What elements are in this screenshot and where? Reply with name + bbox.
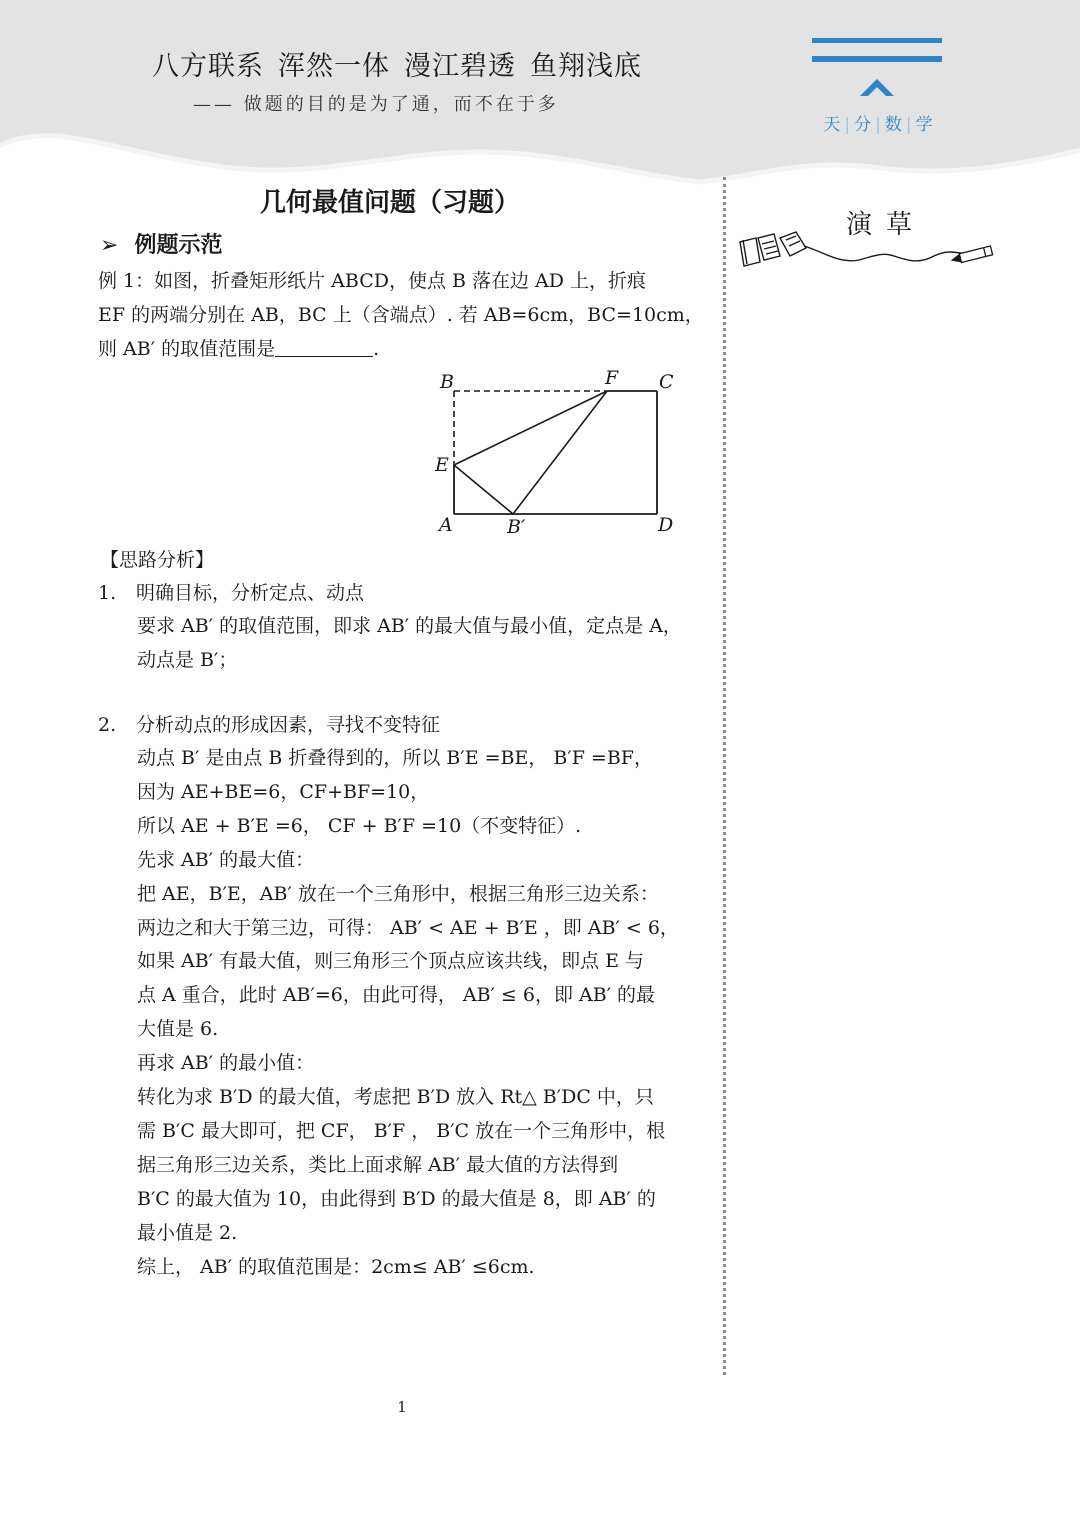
notebook-pencil-icon: [734, 226, 996, 278]
motto-part: 漫江碧透: [404, 51, 516, 82]
step-title: 明确目标，分析定点、动点: [136, 582, 365, 604]
analysis-line: 动点是 B′；: [137, 648, 238, 671]
logo-char: 数: [884, 115, 902, 135]
logo-separator: |: [875, 115, 881, 135]
label-B: B: [440, 371, 454, 393]
analysis-line: 转化为求 B′D 的最大值，考虑把 B′D 放入 Rt△ B′DC 中，只: [137, 1086, 654, 1109]
step-2-body: [137, 742, 709, 1285]
step-1-body: [137, 610, 709, 678]
logo-separator: |: [905, 115, 912, 135]
logo-char: 学: [915, 115, 933, 135]
label-F: F: [605, 367, 619, 389]
column-divider: [723, 177, 726, 1375]
analysis-line: 动点 B′ 是由点 B 折叠得到的，所以 B′E =BE， B′F =BF，: [137, 747, 653, 769]
analysis-line: 据三角形三边关系，类比上面求解 AB′ 最大值的方法得到: [137, 1153, 619, 1176]
analysis-line: 大值是 6.: [137, 1018, 219, 1041]
label-B-prime: B′: [507, 516, 526, 538]
motto-part: 浑然一体: [278, 51, 390, 82]
analysis-line: 要求 AB′ 的取值范围，即求 AB′ 的最大值与最小值，定点是 A，: [137, 615, 682, 637]
analysis-line: 如果 AB′ 有最大值，则三角形三个顶点应该共线，即点 E 与: [137, 950, 645, 973]
problem-line-last: [98, 332, 710, 366]
motto-part: 八方联系: [152, 51, 264, 82]
answer-blank: [275, 335, 373, 357]
analysis-line: 最小值是 2.: [137, 1221, 238, 1244]
analysis-line: 所以 AE + B′E =6， CF + B′F =10（不变特征）.: [137, 814, 582, 837]
problem-last-prefix: 则 AB′ 的取值范围是: [98, 338, 276, 360]
logo-separator: |: [844, 115, 851, 135]
logo-char: 天: [823, 115, 841, 135]
analysis-line: 两边之和大于第三边，可得： AB′ < AE + B′E ，即 AB′ < 6，: [137, 916, 679, 939]
page-number: 1: [397, 1398, 407, 1416]
logo-text: [808, 110, 948, 135]
label-E: E: [435, 454, 449, 476]
problem-last-suffix: .: [373, 338, 380, 360]
analysis-line: 再求 AB′ 的最小值：: [137, 1052, 315, 1075]
analysis-heading: 【思路分析】: [100, 549, 215, 571]
motto-part: 鱼翔浅底: [530, 51, 642, 82]
analysis-line: B′C 的最大值为 10，由此得到 B′D 的最大值是 8，即 AB′ 的: [137, 1187, 656, 1210]
label-A: A: [439, 514, 453, 536]
analysis-line: 综上， AB′ 的取值范围是：2cm≤ AB′ ≤6cm.: [137, 1255, 535, 1278]
step-number: 2.: [98, 714, 117, 736]
problem-line: 例 1：如图，折叠矩形纸片 ABCD，使点 B 落在边 AD 上，折痕: [98, 270, 647, 292]
segment-EB-prime: [454, 465, 513, 514]
problem-line: EF 的两端分别在 AB，BC 上（含端点）. 若 AB=6cm，BC=10cm，: [98, 304, 704, 326]
label-D: D: [658, 514, 674, 536]
step-title: 分析动点的形成因素，寻找不变特征: [136, 714, 441, 736]
header-motto: [152, 44, 656, 83]
analysis-line: 点 A 重合，此时 AB′=6，由此可得， AB′ ≤ 6，即 AB′ 的最: [137, 984, 656, 1007]
analysis-line: 需 B′C 最大即可，把 CF， B′F ， B′C 放在一个三角形中，根: [137, 1119, 666, 1142]
fold-line-EF: [454, 391, 607, 465]
arrow-bullet-icon: ➢: [100, 233, 119, 258]
section-label: 例题示范: [134, 233, 223, 258]
problem-statement: [98, 264, 710, 366]
logo-char: 分: [854, 115, 872, 135]
geometry-figure: [425, 366, 695, 544]
section-heading: [100, 228, 222, 259]
segment-FB-prime: [513, 391, 607, 514]
label-C: C: [659, 371, 674, 393]
analysis-line: 把 AE，B′E，AB′ 放在一个三角形中，根据三角形三边关系：: [137, 882, 659, 905]
analysis-line: 先求 AB′ 的最大值：: [137, 848, 315, 871]
step-number: 1.: [98, 582, 117, 604]
page-title: 几何最值问题（习题）: [259, 188, 520, 218]
draft-title: 演草: [846, 210, 927, 240]
header-sub-motto: —— 做题的目的是为了通，而不在于多: [193, 94, 559, 115]
analysis-line: 因为 AE+BE=6，CF+BF=10，: [137, 780, 430, 803]
